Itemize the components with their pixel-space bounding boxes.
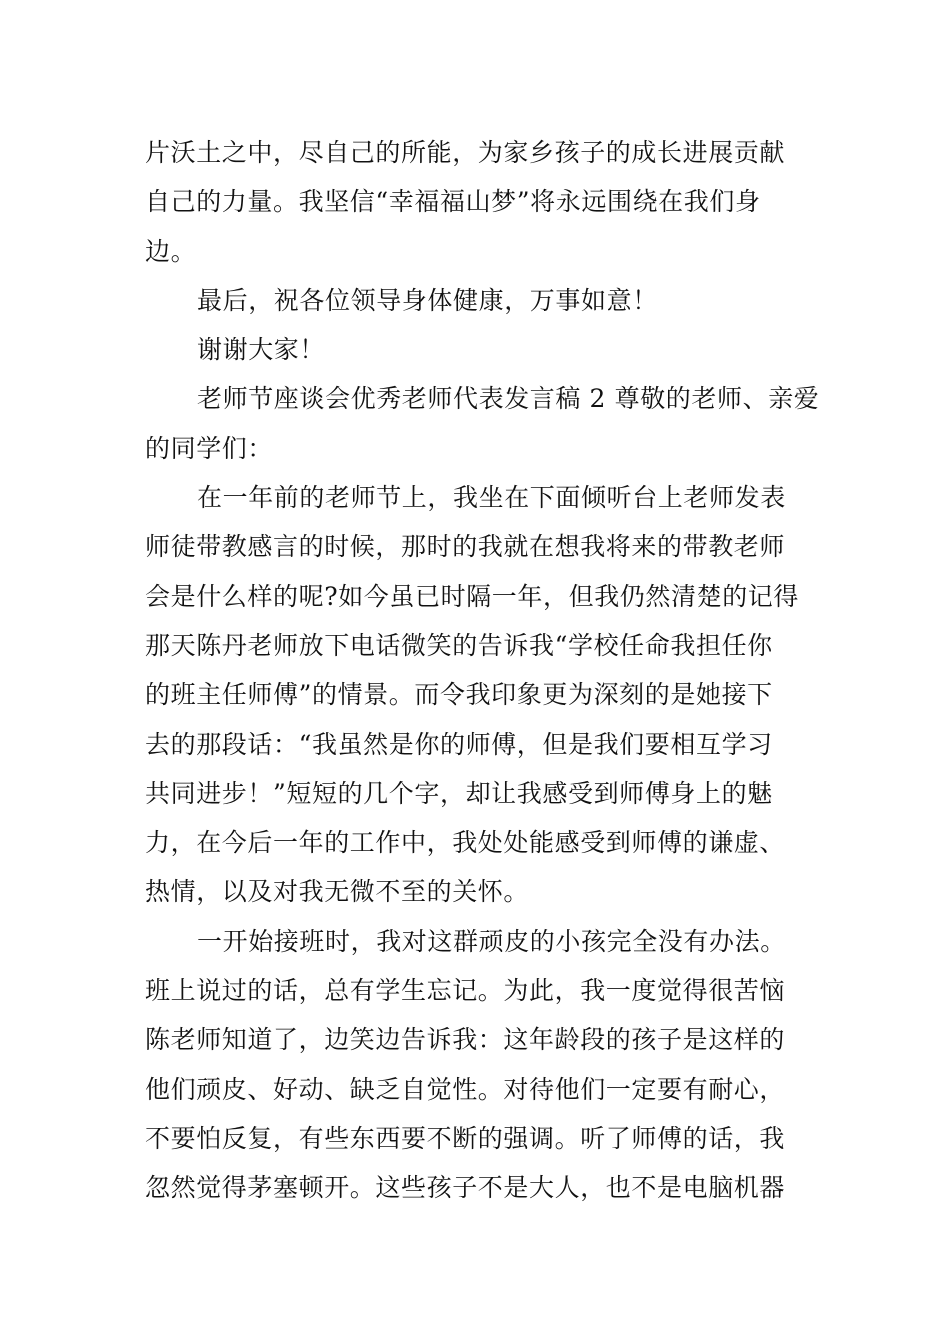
text-line: 自己的力量。我坚信“幸福福山梦”将永远围绕在我们身 bbox=[145, 187, 761, 217]
text-line: 不要怕反复，有些东西要不断的强调。听了师傅的话，我 bbox=[145, 1123, 786, 1153]
text-line: 一开始接班时，我对这群顽皮的小孩完全没有办法。 bbox=[197, 926, 786, 956]
text-line: 力，在今后一年的工作中，我处处能感受到师傅的谦虚、 bbox=[145, 828, 786, 858]
text-line: 去的那段话：“我虽然是你的师傅，但是我们要相互学习 bbox=[145, 729, 773, 759]
text-line: 师徒带教感言的时候，那时的我就在想我将来的带教老师 bbox=[145, 532, 786, 562]
text-line: 共同进步！”短短的几个字，却让我感受到师傅身上的魅 bbox=[145, 778, 773, 808]
text-line: 陈老师知道了，边笑边告诉我：这年龄段的孩子是这样的 bbox=[145, 1025, 786, 1055]
text-line: 班上说过的话，总有学生忘记。为此，我一度觉得很苦恼 bbox=[145, 976, 786, 1006]
text-line: 边。 bbox=[145, 236, 197, 266]
text-line: 忽然觉得茅塞顿开。这些孩子不是大人，也不是电脑机器 bbox=[145, 1173, 786, 1203]
text-line: 片沃土之中，尽自己的所能，为家乡孩子的成长进展贡献 bbox=[145, 138, 786, 167]
text-line: 热情，以及对我无微不至的关怀。 bbox=[145, 877, 530, 907]
text-line: 最后，祝各位领导身体健康，万事如意！ bbox=[197, 285, 658, 315]
document-body bbox=[145, 128, 820, 1213]
text-line: 的班主任师傅”的情景。而令我印象更为深刻的是她接下 bbox=[145, 680, 773, 710]
text-line: 谢谢大家！ bbox=[197, 335, 326, 365]
text-line: 他们顽皮、好动、缺乏自觉性。对待他们一定要有耐心， bbox=[145, 1074, 786, 1104]
text-line: 那天陈丹老师放下电话微笑的告诉我“学校任命我担任你 bbox=[145, 630, 773, 660]
text-line: 老师节座谈会优秀老师代表发言稿 2 尊敬的老师、亲爱 bbox=[197, 384, 820, 414]
text-line: 在一年前的老师节上，我坐在下面倾听台上老师发表 bbox=[197, 483, 786, 513]
text-line: 的同学们： bbox=[145, 433, 274, 463]
text-line: 会是什么样的呢?如今虽已时隔一年，但我仍然清楚的记得 bbox=[145, 581, 800, 611]
